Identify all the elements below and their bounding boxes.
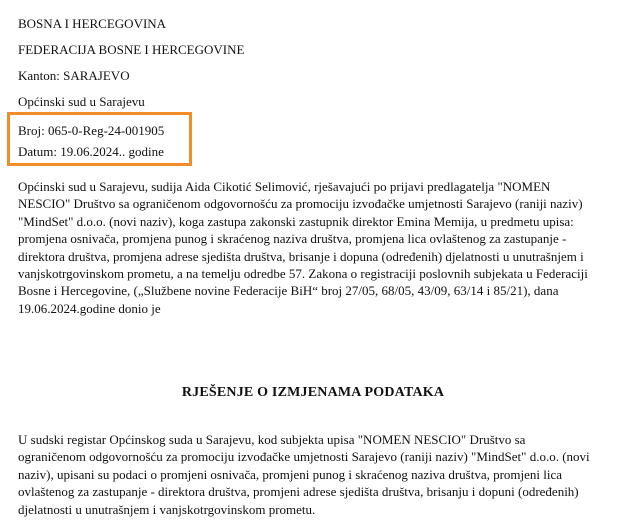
intro-line: Bosne i Hercegovine, („Službene novine Federacije BiH“ broj 27/05, 68/05, 43/09, 63/14 i 85/21), dana xyxy=(18,283,559,299)
intro-line: Općinski sud u Sarajevu, sudija Aida Cikotić Selimović, rješavajući po prijavi predlagatelja "NOMEN xyxy=(18,179,551,194)
decision-line: ovlaštenog za zastupanje - direktora društva, promjeni adrese sjedišta društva, brisanju i dopuni (određenih) xyxy=(18,484,579,500)
header-court: Općinski sud u Sarajevu xyxy=(18,94,145,109)
decision-line: U sudski registar Općinskog suda u Sarajevu, kod subjekta upisa "NOMEN NESCIO" Društvo sa xyxy=(18,432,526,447)
intro-line: NESCIO" Društvo sa ograničenom odgovornošću za promociju izvođačke umjetnosti Sarajevo (raniji naziv) xyxy=(18,196,583,212)
header-federation: FEDERACIJA BOSNE I HERCEGOVINE xyxy=(18,42,245,57)
reference-number: Broj: 065-0-Reg-24-001905 xyxy=(18,123,165,138)
header-country: BOSNA I HERCEGOVINA xyxy=(18,16,167,31)
intro-line: vanjskotrgovinskom prometu, a na temelju odredbe 57. Zakona o registraciji poslovnih subjekata u Federaciji xyxy=(18,266,588,282)
intro-line: promjena osnivača, promjena punog i skraćenog naziva društva, promjena lica ovlaštenog za zastupanje - xyxy=(18,231,567,247)
header-canton: Kanton: SARAJEVO xyxy=(18,68,130,83)
intro-line: 19.06.2024.godine donio je xyxy=(18,300,161,316)
decision-line: djelatnosti u unutrašnjem i vanjskotrgovinskom prometu. xyxy=(18,501,316,517)
decision-paragraph xyxy=(18,431,608,518)
intro-paragraph xyxy=(18,178,608,317)
intro-line: "MindSet" d.o.o. (novi naziv), koga zastupa zakonski zastupnik direktor Emina Memija, u predmetu upisa: xyxy=(18,213,574,229)
decision-line: ograničenom odgovornošću za promociju izvođačke umjetnosti Sarajevo (raniji naziv) "MindSet" d.o.o. (novi xyxy=(18,449,590,465)
intro-line: direktora društva, promjena adrese sjedišta društva, brisanje i dopuna (određenih) djelatnosti u unutrašnjem i xyxy=(18,248,584,264)
decision-title: RJEŠENJE O IZMJENAMA PODATAKA xyxy=(181,385,445,400)
decision-line: naziv), upisani su podaci o promjeni osnivača, promjeni punog i skraćenog naziva društva, promjeni lica xyxy=(18,466,563,482)
reference-date: Datum: 19.06.2024.. godine xyxy=(18,144,164,159)
